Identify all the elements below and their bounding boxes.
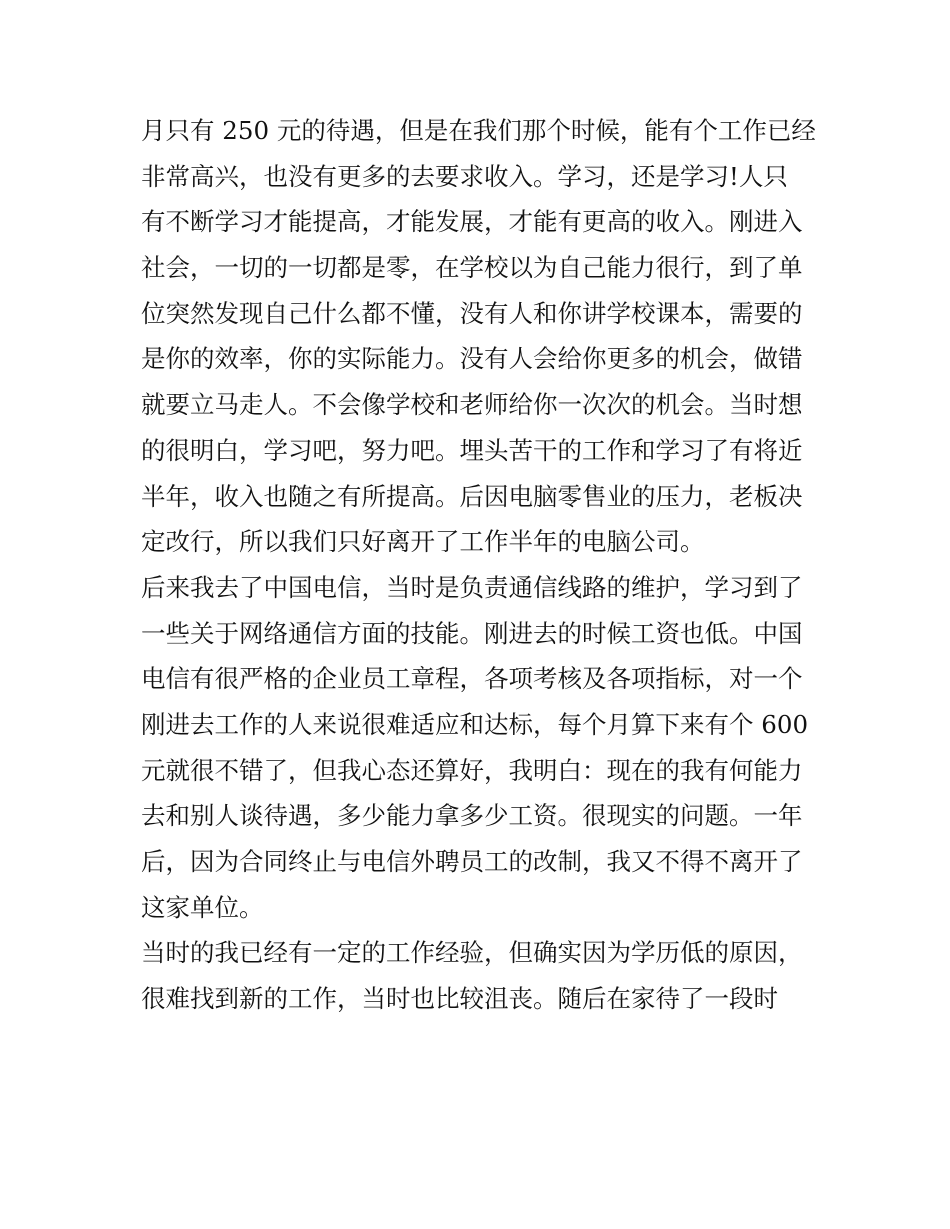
text-line: 位突然发现自己什么都不懂，没有人和你讲学校课本，需要的: [141, 298, 803, 328]
text-line: 刚进去工作的人来说很难适应和达标，每个月算下来有个 600: [141, 709, 809, 739]
text-line: 社会，一切的一切都是零，在学校以为自己能力很行，到了单: [141, 253, 803, 283]
text-line: 后，因为合同终止与电信外聘员工的改制，我又不得不离开了: [141, 847, 803, 876]
text-line: 后来我去了中国电信，当时是负责通信线路的维护，学习到了: [141, 572, 803, 602]
text-line: 一些关于网络通信方面的技能。刚进去的时候工资也低。中国: [141, 618, 803, 648]
text-line: 很难找到新的工作，当时也比较沮丧。随后在家待了一段时: [141, 984, 778, 1014]
text-line: 非常高兴，也没有更多的去要求收入。学习，还是学习!人只: [141, 161, 788, 191]
text-line: 这家单位。: [141, 892, 264, 922]
text-line: 元就很不错了，但我心态还算好，我明白：现在的我有何能力: [141, 755, 803, 785]
body-text: [141, 108, 816, 1022]
text-line: 半年，收入也随之有所提高。后因电脑零售业的压力，老板决: [141, 481, 803, 511]
text-line: 有不断学习才能提高，才能发展，才能有更高的收入。刚进入: [141, 207, 803, 237]
text-line: 当时的我已经有一定的工作经验，但确实因为学历低的原因，: [141, 938, 803, 968]
text-line: 的很明白，学习吧，努力吧。埋头苦干的工作和学习了有将近: [141, 435, 803, 465]
text-line: 定改行，所以我们只好离开了工作半年的电脑公司。: [141, 527, 705, 557]
text-line: 就要立马走人。不会像学校和老师给你一次次的机会。当时想: [141, 390, 803, 420]
text-line: 去和别人谈待遇，多少能力拿多少工资。很现实的问题。一年: [141, 801, 803, 831]
text-line: 月只有 250 元的待遇，但是在我们那个时候，能有个工作已经: [141, 116, 816, 145]
text-line: 电信有很严格的企业员工章程，各项考核及各项指标，对一个: [141, 664, 803, 694]
text-line: 是你的效率，你的实际能力。没有人会给你更多的机会，做错: [141, 344, 803, 374]
